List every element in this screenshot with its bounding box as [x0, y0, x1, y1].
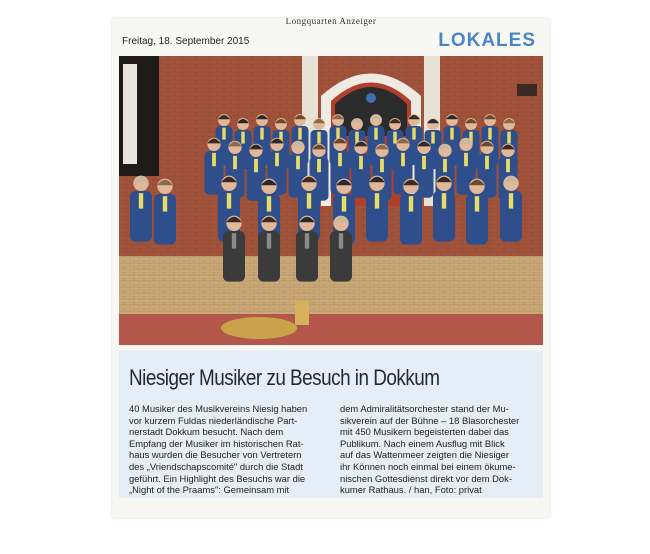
dateline: Freitag, 18. September 2015	[122, 36, 250, 47]
body-line: nerstadt Dokkum besucht. Nach dem	[129, 426, 284, 438]
body-line: vor kurzem Fuldas niederländische Part-	[129, 414, 298, 426]
article-column-2	[340, 403, 537, 496]
body-line: des „Vriendschapscomité" durch die Stadt	[129, 460, 303, 472]
body-line: „Night of the Praams": Gemeinsam mit	[129, 484, 290, 496]
tuba-icon	[221, 317, 297, 339]
body-line: kumer Rathaus. / han, Foto: privat	[340, 484, 482, 496]
masthead-fragment: Longquarten Anzeiger	[285, 18, 377, 26]
body-line: nischen Gottesdienst direkt vor dem Dok-	[340, 472, 512, 484]
body-line: geführt. Ein Highlight des Besuchs war die	[129, 472, 306, 484]
article-headline: Niesiger Musiker zu Besuch in Dokkum	[129, 365, 440, 390]
body-line: Empfang der Musiker im historischen Rat-	[129, 437, 304, 449]
body-line: sikverein auf der Bühne – 18 Blasorchester	[340, 414, 520, 426]
article-body	[129, 403, 537, 496]
group-photo	[119, 56, 543, 345]
group-photo-image	[119, 56, 543, 345]
wall-sign	[517, 84, 537, 96]
body-line: Publikum. Nach einem Ausflug mit Blick	[340, 437, 505, 449]
body-line: dem Admiralitätsorchester stand der Mu-	[340, 403, 509, 414]
newspaper-clipping	[112, 18, 550, 518]
article-block	[119, 351, 543, 498]
red-path	[119, 314, 543, 345]
body-line: haus wurden die Besucher von Vertretern	[129, 449, 302, 461]
body-line: 40 Musiker des Musikvereins Niesig haben	[129, 403, 308, 414]
section-title: LOKALES	[438, 30, 536, 51]
body-line: mit 450 Musikern begeisterten dabei das	[340, 426, 509, 438]
body-line: ihr Können noch einmal bei einem ökume-	[340, 460, 516, 472]
body-line: auf das Wattenmeer zeigten die Niesiger	[340, 449, 510, 461]
crest-icon	[366, 93, 376, 103]
article-column-1	[129, 403, 326, 496]
